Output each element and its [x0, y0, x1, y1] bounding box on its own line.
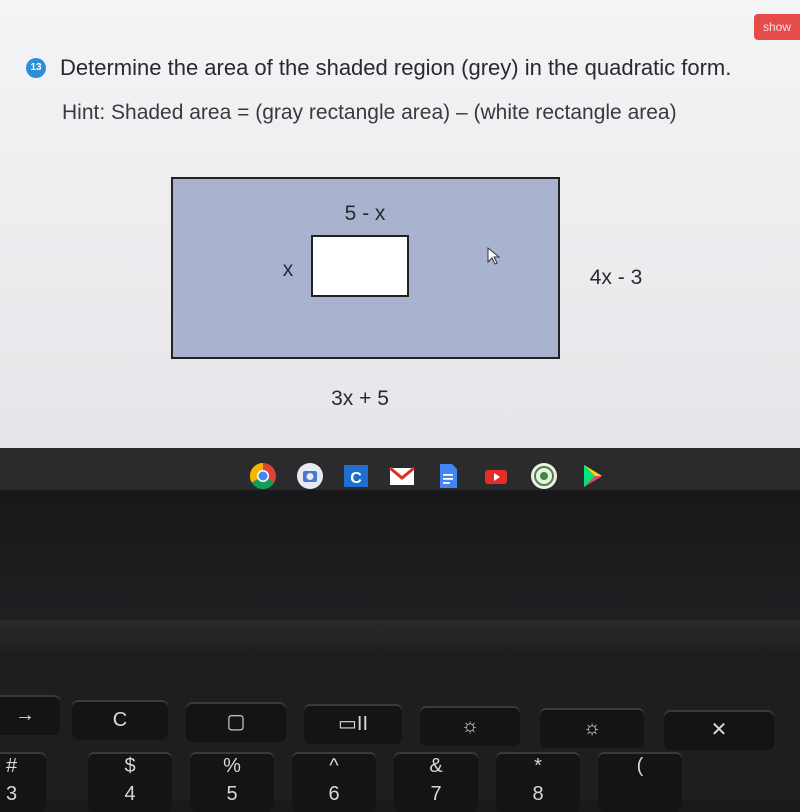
chrome-icon[interactable] [249, 462, 277, 490]
key-8-number: 8 [532, 783, 544, 805]
key-overview[interactable]: ▭II [304, 704, 402, 744]
question-number-badge: 13 [26, 58, 46, 78]
key-refresh[interactable]: C [72, 700, 168, 740]
svg-text:C: C [350, 470, 362, 487]
key-9-symbol: ( [636, 755, 644, 777]
hint-text: Hint: Shaded area = (gray rectangle area) – (white rectangle area) [62, 101, 677, 124]
key-7[interactable] [394, 752, 478, 812]
youtube-icon[interactable] [482, 462, 510, 490]
key-3-number: 3 [6, 783, 18, 805]
key-fullscreen[interactable]: ▢ [186, 702, 286, 742]
key-5-number: 5 [226, 783, 238, 805]
docs-icon[interactable] [434, 462, 462, 490]
seal-app-icon[interactable] [530, 462, 558, 490]
key-brightness-down[interactable]: ☼ [420, 706, 520, 746]
screen-bezel [0, 490, 800, 620]
key-4[interactable] [88, 752, 172, 812]
key-5-symbol: % [223, 755, 241, 777]
key-brightness-up[interactable]: ☼ [540, 708, 644, 748]
key-4-number: 4 [124, 783, 136, 805]
outer-right-label: 4x - 3 [589, 266, 643, 289]
key-8-symbol: * [534, 755, 542, 777]
key-7-number: 7 [430, 783, 442, 805]
laptop-hinge [0, 620, 800, 660]
show-button[interactable]: show [754, 14, 800, 40]
key-5[interactable] [190, 752, 274, 812]
gmail-icon[interactable] [388, 462, 416, 490]
question-text: Determine the area of the shaded region (grey) in the quadratic form. [60, 55, 732, 80]
classroom-icon[interactable] [342, 462, 370, 490]
inner-top-label: 5 - x [344, 202, 386, 225]
play-store-icon[interactable] [578, 462, 606, 490]
key-6[interactable] [292, 752, 376, 812]
inner-left-label: x [282, 258, 294, 281]
key-3[interactable] [0, 752, 46, 812]
camera-icon[interactable] [296, 462, 324, 490]
white-inner-rectangle [312, 236, 408, 296]
outer-bottom-label: 3x + 5 [331, 387, 389, 410]
key-6-number: 6 [328, 783, 340, 805]
key-mute[interactable]: ✕ [664, 710, 774, 750]
key-forward[interactable]: → [0, 695, 60, 735]
key-4-symbol: $ [124, 755, 136, 777]
key-3-symbol: # [6, 755, 18, 777]
key-8[interactable] [496, 752, 580, 812]
key-6-symbol: ^ [329, 755, 339, 777]
key-7-symbol: & [429, 755, 443, 777]
key-9[interactable] [598, 752, 682, 812]
